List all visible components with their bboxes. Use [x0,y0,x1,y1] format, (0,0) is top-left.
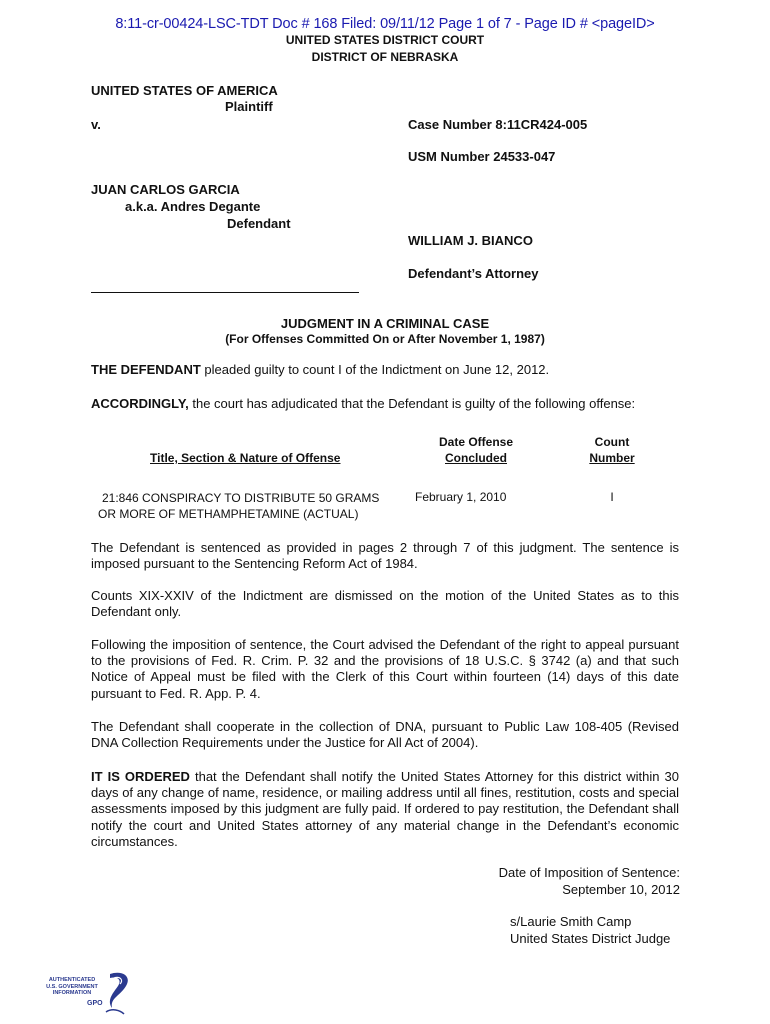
plaintiff-name: UNITED STATES OF AMERICA [91,83,278,98]
plea-statement [91,362,549,377]
court-name: UNITED STATES DISTRICT COURT [285,33,485,47]
judgment-title: JUDGMENT IN A CRIMINAL CASE [280,316,490,331]
case-number: Case Number 8:11CR424-005 [408,117,588,132]
versus-label: v. [91,117,101,132]
caption-rule [91,292,359,293]
order-lead: IT IS ORDERED [91,769,190,784]
col-header-count-1: Count [594,435,630,449]
imposition-date-block [380,865,680,898]
plea-lead: THE DEFENDANT [91,362,201,377]
col-header-offense: Title, Section & Nature of Offense [150,451,341,465]
adjudication-statement [91,396,635,411]
usm-number: USM Number 24533-047 [408,149,556,164]
adjudication-text: the court has adjudicated that the Defendant is guilty of the following offense: [188,396,636,411]
col-header-count-2: Number [589,451,635,465]
paragraph-dna: The Defendant shall cooperate in the collection of DNA, pursuant to Public Law 108-405 (Revised DNA Collection Requirements under the Justice for All Act of 2004). [91,719,679,751]
col-header-date-2: Concluded [445,451,507,465]
offense-line-1: 21:846 CONSPIRACY TO DISTRIBUTE 50 GRAMS [102,491,380,505]
plaintiff-role: Plaintiff [225,99,273,114]
defendant-name: JUAN CARLOS GARCIA [91,182,240,197]
offense-line-2: OR MORE OF METHAMPHETAMINE (ACTUAL) [98,507,359,521]
paragraph-dismissal: Counts XIX-XXIV of the Indictment are dismissed on the motion of the United States as to this Defendant only. [91,588,679,620]
attorney-name: WILLIAM J. BIANCO [408,233,533,248]
defendant-role: Defendant [227,216,291,231]
gpo-seal-logo [40,968,140,1016]
gpo-seal-text [40,977,104,997]
order-text: that the Defendant shall notify the United States Attorney for this district within 30 days of any change of name, residence, or mailing address until all fines, restitution, costs and special assessments imposed by this judgment are fully paid. If ordered to pay restitution, the Defendant shall notify the court and United States attorney of any material change in the Defendant’s economic circumstances. [91,769,679,849]
paragraph-sentencing: The Defendant is sentenced as provided in pages 2 through 7 of this judgment. The sentence is imposed pursuant to the Sentencing Reform Act of 1984. [91,540,679,572]
col-header-date-1: Date Offense [438,435,514,449]
paragraph-order [91,769,679,850]
gpo-line-2: U.S. GOVERNMENT [46,983,98,990]
gpo-line-3: INFORMATION [52,990,92,996]
imposition-date-value: September 10, 2012 [562,881,680,897]
signature-block [510,914,670,947]
paragraph-appeal: Following the imposition of sentence, the Court advised the Defendant of the right to appeal pursuant to the provisions of Fed. R. Crim. P. 32 and the provisions of 18 U.S.C. § 3742 (a) and that such Notice of Appeal must be filed with the Clerk of this Court within fourteen (14) days of this date pursuant to Fed. R. App. P. 4. [91,637,679,701]
adjudication-lead: ACCORDINGLY, [91,396,189,411]
table-row [98,490,408,522]
court-district: DISTRICT OF NEBRASKA [311,50,459,64]
offense-count: I [610,490,614,504]
filing-stamp: 8:11-cr-00424-LSC-TDT Doc # 168 Filed: 09/11/12 Page 1 of 7 - Page ID # <pageID> [115,16,655,32]
defendant-aka: a.k.a. Andres Degante [125,199,261,214]
signer-title: United States District Judge [510,930,671,946]
gpo-mark: GPO [87,1000,103,1007]
imposition-date-label: Date of Imposition of Sentence: [498,865,680,880]
judgment-subtitle: (For Offenses Committed On or After November 1, 1987) [225,332,545,346]
offense-date: February 1, 2010 [415,490,507,504]
attorney-role: Defendant’s Attorney [408,266,539,281]
signer-name: s/Laurie Smith Camp [510,914,632,929]
gpo-line-1: AUTHENTICATED [48,977,96,983]
plea-text: pleaded guilty to count I of the Indictment on June 12, 2012. [200,362,550,377]
